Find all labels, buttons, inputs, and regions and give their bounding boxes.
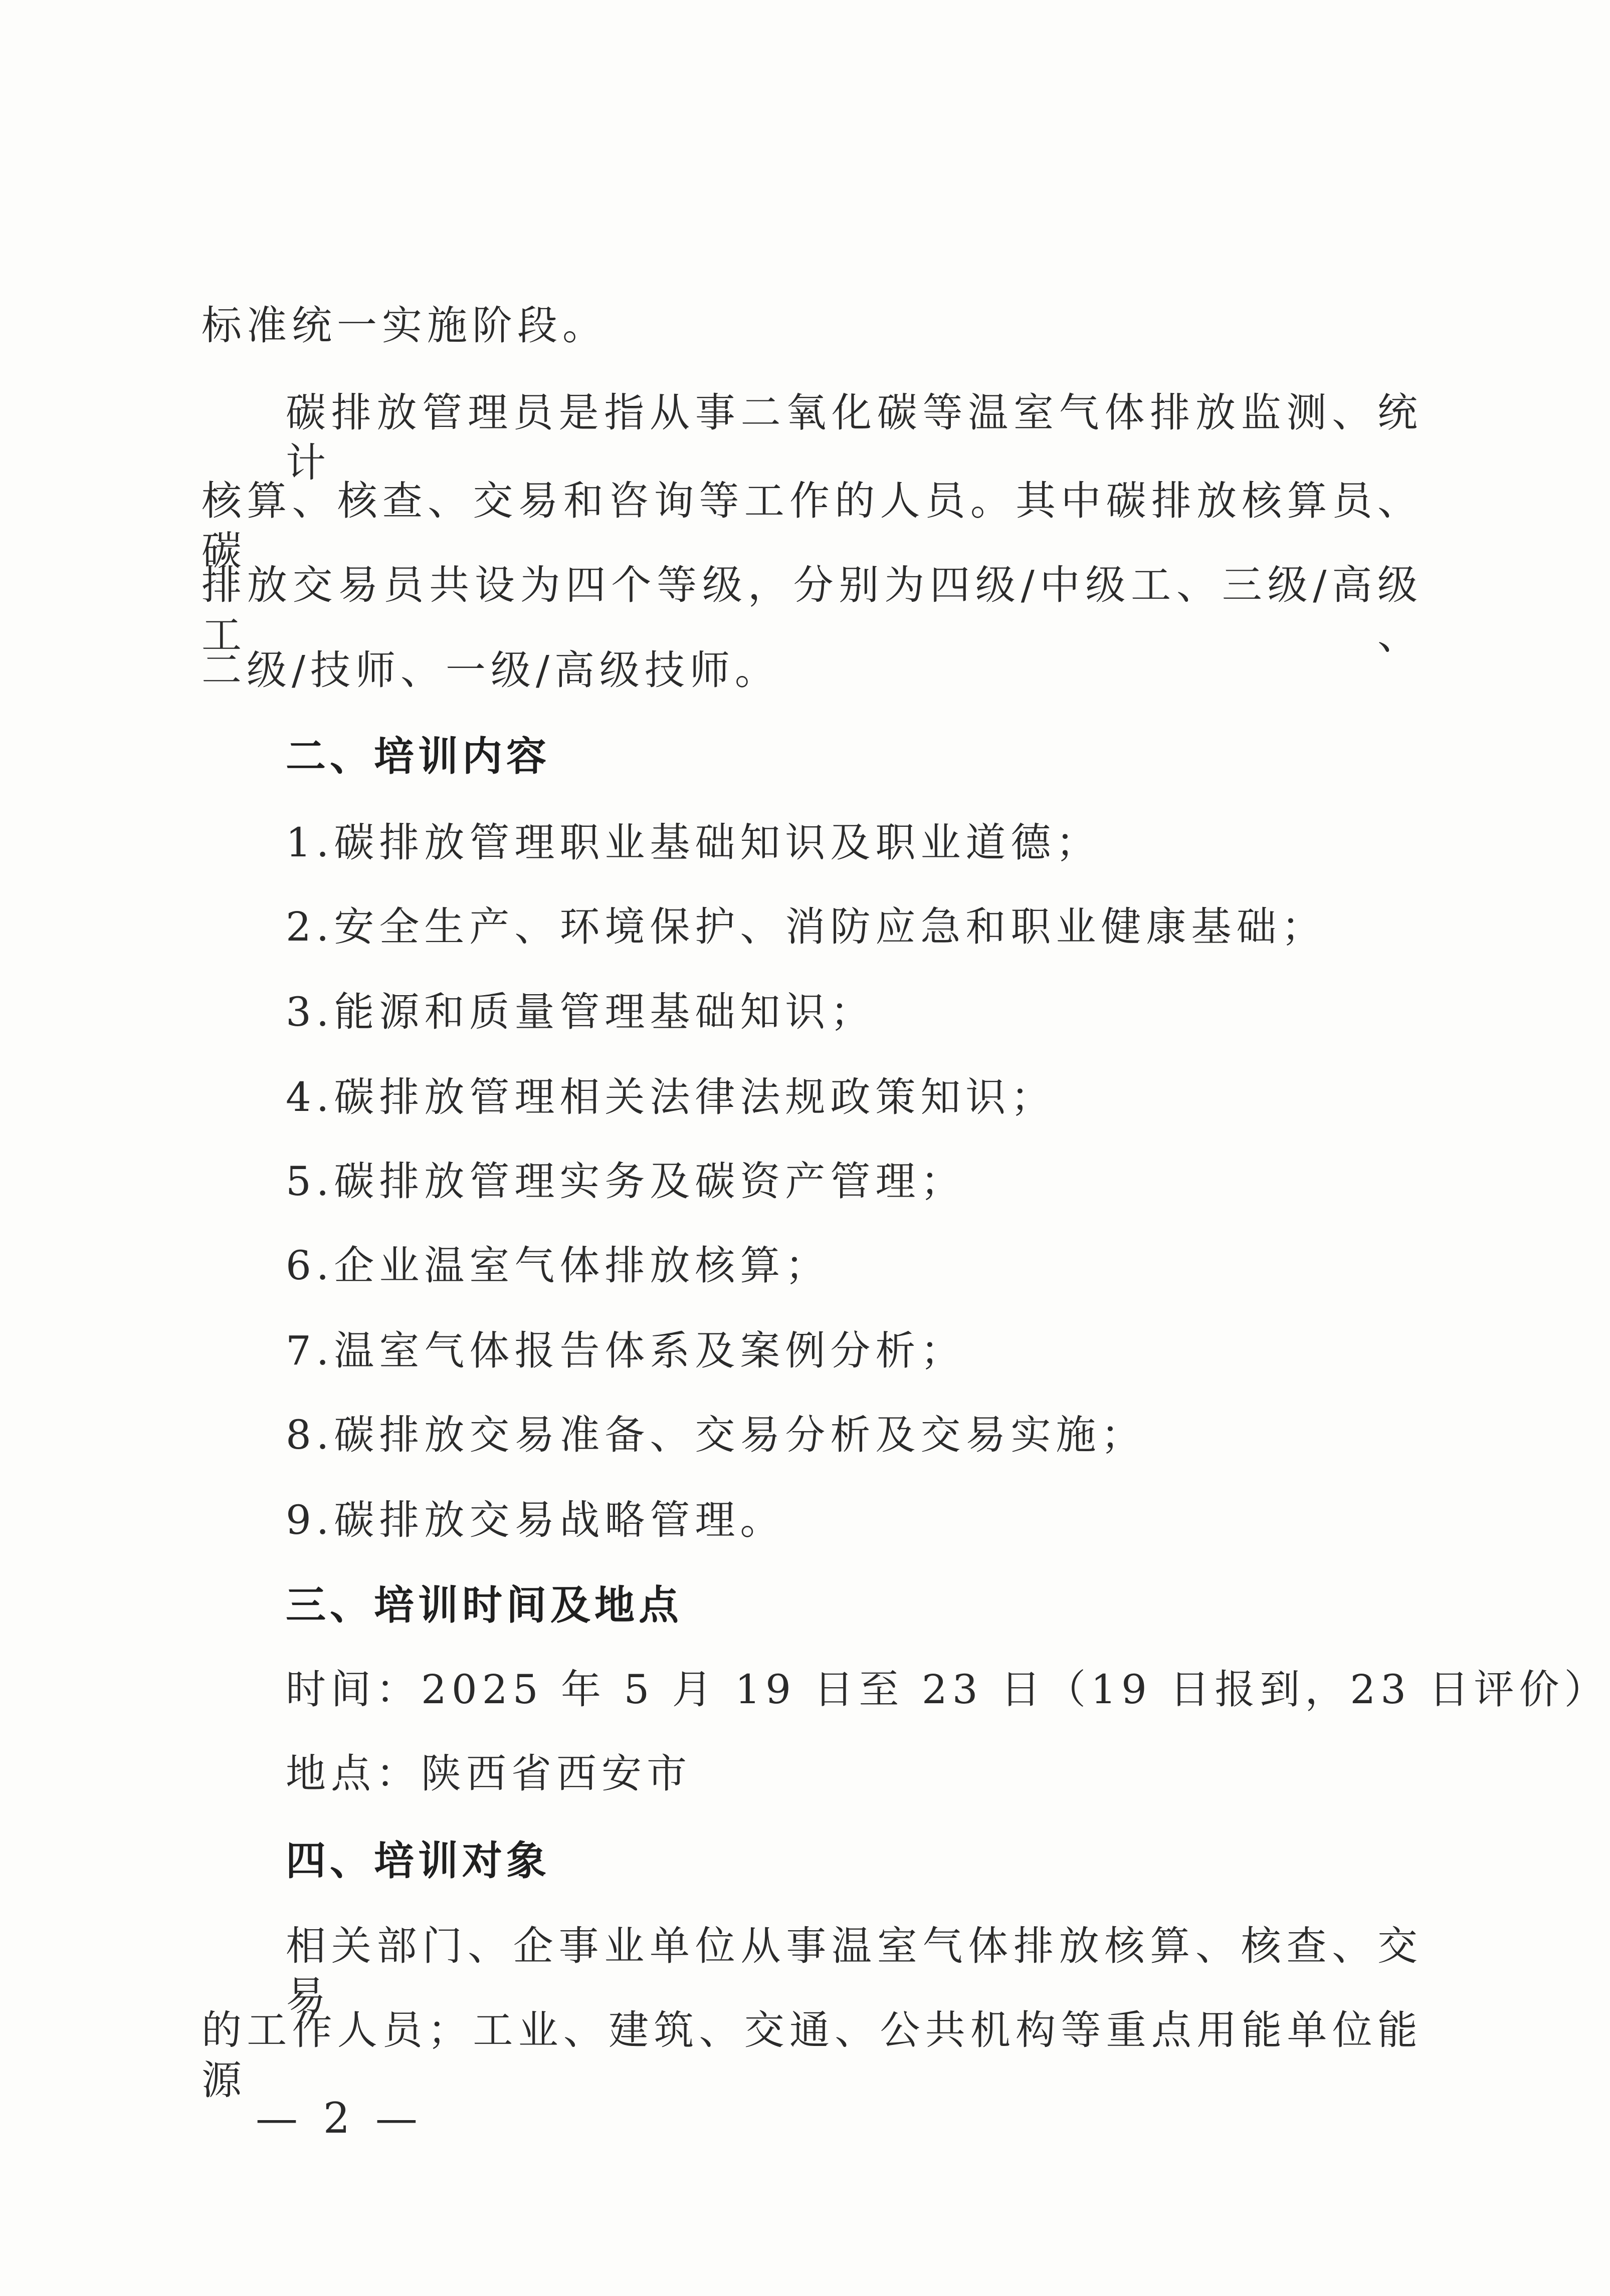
intro-line-4: 排放交易员共设为四个等级，分别为四级/中级工、三级/高级工、 bbox=[202, 562, 1423, 658]
section-heading-time-place: 三、培训时间及地点 bbox=[286, 1582, 683, 1629]
trainees-line-1: 相关部门、企事业单位从事温室气体排放核算、核查、交易 bbox=[286, 1923, 1423, 2019]
training-item-8: 8.碳排放交易准备、交易分析及交易实施； bbox=[286, 1412, 1146, 1458]
section-heading-training-content: 二、培训内容 bbox=[286, 733, 550, 780]
training-time: 时间：2025 年 5 月 19 日至 23 日（19 日报到，23 日评价） bbox=[286, 1666, 1609, 1713]
training-item-4: 4.碳排放管理相关法律法规政策知识； bbox=[286, 1074, 1056, 1120]
section-heading-trainees: 四、培训对象 bbox=[286, 1838, 550, 1884]
intro-line-3: 核算、核查、交易和咨询等工作的人员。其中碳排放核算员、碳 bbox=[202, 478, 1423, 574]
training-place: 地点：陕西省西安市 bbox=[286, 1750, 692, 1797]
trainees-line-2: 的工作人员；工业、建筑、交通、公共机构等重点用能单位能源 bbox=[202, 2007, 1423, 2104]
intro-line-2: 碳排放管理员是指从事二氧化碳等温室气体排放监测、统计 bbox=[286, 389, 1423, 486]
training-item-3: 3.能源和质量管理基础知识； bbox=[286, 989, 876, 1035]
training-item-2: 2.安全生产、环境保护、消防应急和职业健康基础； bbox=[286, 903, 1327, 950]
intro-line-5: 二级/技师、一级/高级技师。 bbox=[202, 647, 780, 694]
training-item-6: 6.企业温室气体排放核算； bbox=[286, 1242, 831, 1289]
intro-line-1: 标准统一实施阶段。 bbox=[202, 302, 608, 349]
training-item-9: 9.碳排放交易战略管理。 bbox=[286, 1497, 785, 1543]
page-number: — 2 — bbox=[256, 2094, 424, 2143]
training-item-5: 5.碳排放管理实务及碳资产管理； bbox=[286, 1158, 966, 1205]
training-item-7: 7.温室气体报告体系及案例分析； bbox=[286, 1327, 966, 1374]
training-item-1: 1.碳排放管理职业基础知识及职业道德； bbox=[286, 819, 1101, 866]
